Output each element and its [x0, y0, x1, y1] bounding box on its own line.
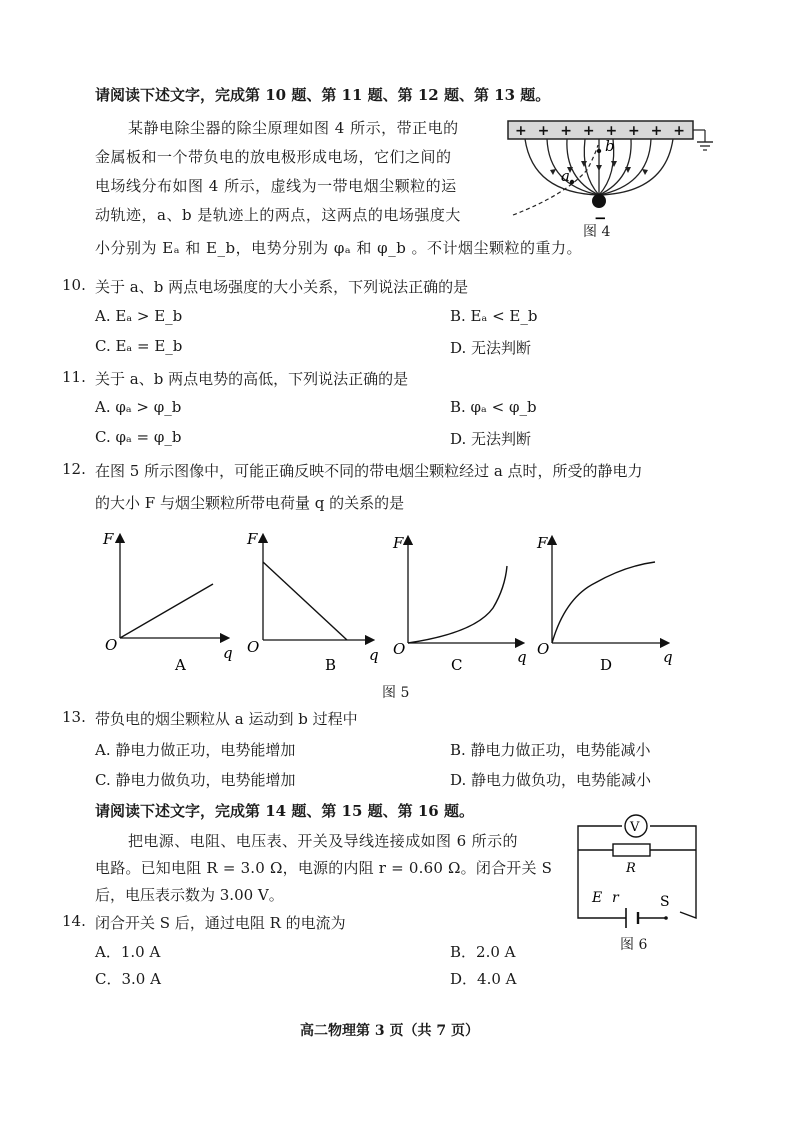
q13-option-b: B. 静电力做正功，电势能减小 [450, 741, 651, 759]
section1-line-1: 某静电除尘器的除尘原理如图 4 所示，带正电的 [128, 119, 459, 137]
graph-d-origin: O [537, 640, 550, 658]
graph-d-label: D [600, 656, 613, 674]
q11-stem: 关于 a、b 两点电势的高低，下列说法正确的是 [95, 370, 409, 388]
graph-c [392, 534, 527, 674]
q14-option-a: A．1.0 A [95, 943, 161, 961]
point-b [597, 149, 601, 153]
resistor-label: R [626, 861, 636, 876]
page-footer: 高二物理第 3 页（共 7 页） [300, 1023, 479, 1039]
q11-number: 11. [62, 368, 86, 386]
graph-b [246, 530, 379, 674]
q14-stem: 闭合开关 S 后，通过电阻 R 的电流为 [95, 914, 346, 932]
q13-stem: 带负电的烟尘颗粒从 a 运动到 b 过程中 [95, 710, 358, 728]
graph-c-label: C [451, 656, 463, 674]
graph-d-curve [552, 562, 655, 643]
section2-line-2: 电路。已知电阻 R = 3.0 Ω，电源的内阻 r = 0.60 Ω。闭合开关 S [95, 859, 553, 877]
q13-option-a: A. 静电力做正功，电势能增加 [95, 741, 296, 759]
graph-b-curve [263, 562, 347, 640]
q12-number: 12. [62, 460, 86, 478]
q14-number: 14. [62, 912, 86, 930]
point-a [570, 180, 574, 184]
q11-option-a: A. φₐ > φ_b [95, 398, 182, 416]
figure-5-caption: 图 5 [382, 685, 410, 701]
graph-b-f-label: F [247, 530, 258, 548]
voltmeter-label: V [630, 820, 640, 835]
q11-option-d: D. 无法判断 [450, 430, 532, 448]
graph-c-origin: O [393, 640, 406, 658]
q14-option-d: D．4.0 A [450, 970, 517, 988]
graph-c-curve [408, 566, 507, 643]
switch-pivot [664, 916, 668, 920]
figure-6-circuit [568, 810, 728, 930]
resistor-r [613, 844, 650, 856]
switch-label: S [660, 894, 670, 910]
q10-option-a: A. Eₐ > E_b [95, 307, 183, 325]
emf-label: E [592, 890, 603, 906]
section1-line-2: 金属板和一个带负电的放电极形成电场，它们之间的 [95, 148, 452, 166]
figure-6-caption: 图 6 [620, 937, 648, 953]
plate-plus-signs: + + + + + + + + [515, 123, 685, 139]
graph-d [536, 534, 673, 674]
figure-5-graphs [95, 528, 685, 678]
dust-trajectory [513, 145, 598, 215]
graph-c-q-label: q [517, 648, 527, 666]
electrode-minus: − [594, 209, 607, 227]
q10-option-d: D. 无法判断 [450, 339, 532, 357]
section2-line-3: 后，电压表示数为 3.00 V。 [95, 886, 284, 904]
graph-b-origin: O [247, 638, 260, 656]
section2-instruction: 请阅读下述文字，完成第 14 题、第 15 题、第 16 题。 [95, 802, 474, 820]
q11-option-b: B. φₐ < φ_b [450, 398, 537, 416]
q11-option-c: C. φₐ = φ_b [95, 428, 182, 446]
section1-line-3: 电场线分布如图 4 所示，虚线为一带电烟尘颗粒的运 [95, 177, 457, 195]
q10-stem: 关于 a、b 两点电场强度的大小关系，下列说法正确的是 [95, 278, 469, 296]
section1-instruction: 请阅读下述文字，完成第 10 题、第 11 题、第 12 题、第 13 题。 [95, 86, 551, 104]
graph-a-origin: O [105, 636, 118, 654]
q10-option-c: C. Eₐ = E_b [95, 337, 183, 355]
negative-electrode [592, 194, 606, 208]
q10-number: 10. [62, 276, 86, 294]
q13-number: 13. [62, 708, 86, 726]
graph-d-f-label: F [537, 534, 548, 552]
label-b: b [605, 137, 615, 155]
q12-stem-line-1: 在图 5 所示图像中，可能正确反映不同的带电烟尘颗粒经过 a 点时，所受的静电力 [95, 462, 643, 480]
graph-a-f-label: F [103, 530, 114, 548]
section1-line-4: 动轨迹，a、b 是轨迹上的两点，这两点的电场强度大 [95, 206, 461, 224]
graph-a-q-label: q [223, 644, 233, 662]
graph-c-f-label: F [393, 534, 404, 552]
q14-option-b: B．2.0 A [450, 943, 516, 961]
section1-line-5: 小分别为 Eₐ 和 E_b，电势分别为 φₐ 和 φ_b 。不计烟尘颗粒的重力。 [95, 239, 583, 257]
graph-d-q-label: q [663, 648, 673, 666]
graph-a-label: A [175, 656, 186, 674]
label-a: a [561, 167, 570, 185]
q13-option-c: C. 静电力做负功，电势能增加 [95, 771, 296, 789]
graph-b-q-label: q [369, 646, 379, 664]
section2-line-1: 把电源、电阻、电压表、开关及导线连接成如图 6 所示的 [128, 832, 518, 850]
q12-stem-line-2: 的大小 F 与烟尘颗粒所带电荷量 q 的关系的是 [95, 494, 405, 512]
internal-r-label: r [612, 890, 619, 906]
graph-a-curve [120, 584, 213, 638]
graph-a [102, 530, 233, 674]
figure-4-caption: 图 4 [583, 224, 611, 240]
q14-option-c: C．3.0 A [95, 970, 161, 988]
q10-option-b: B. Eₐ < E_b [450, 307, 538, 325]
q13-option-d: D. 静电力做负功，电势能减小 [450, 771, 652, 789]
graph-b-label: B [325, 656, 337, 674]
